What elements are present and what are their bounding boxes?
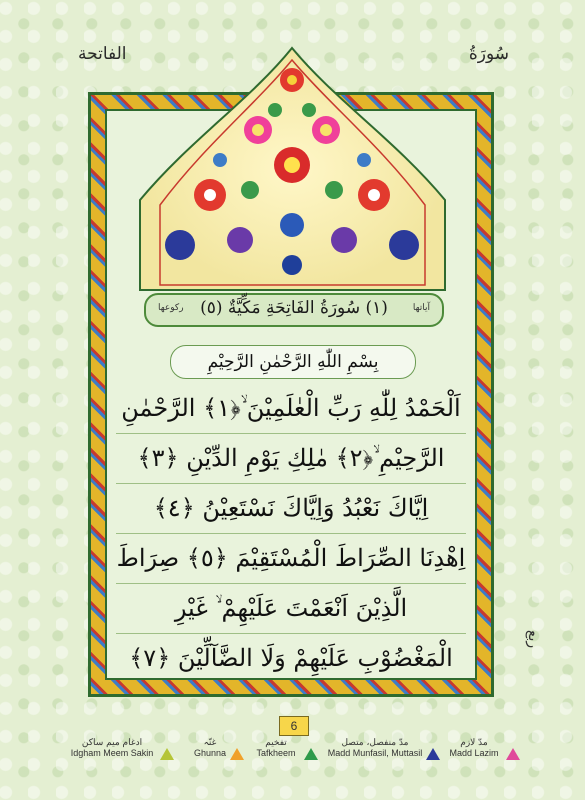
verse-line: الَّذِيْنَ اَنْعَمْتَ عَلَيْهِمْ ۙ غَيْرِ xyxy=(116,584,466,634)
legend-item xyxy=(62,738,162,758)
bismillah: بِسْمِ اللّٰهِ الرَّحْمٰنِ الرَّحِيْمِ xyxy=(170,345,416,379)
triangle-icon xyxy=(304,748,318,760)
verse-line: اِيَّاكَ نَعْبُدُ وَاِيَّاكَ نَسْتَعِيْنُ ﴿٤﴾ xyxy=(116,484,466,534)
legend-item xyxy=(444,738,504,758)
page-number: 6 xyxy=(279,716,309,736)
illumination-ornament xyxy=(0,0,585,300)
surah-title-band xyxy=(144,293,444,327)
verse-line: الرَّحِيْمِ ۙ﴿٢﴾ مٰلِكِ يَوْمِ الدِّيْنِ ﴿٣﴾ xyxy=(116,434,466,484)
legend-arabic: ادغام ميم ساكن xyxy=(81,738,143,748)
triangle-icon xyxy=(506,748,520,760)
ruku-count-label: ركوعها xyxy=(158,303,184,313)
legend-english: Tafkheem xyxy=(256,748,296,758)
triangle-icon xyxy=(160,748,174,760)
legend-english: Madd Munfasil, Muttasil xyxy=(327,748,423,758)
triangle-icon xyxy=(426,748,440,760)
verse-line: اَلْحَمْدُ لِلّٰهِ رَبِّ الْعٰلَمِيْنَ ۙ﴿١﴾ الرَّحْمٰنِ xyxy=(116,384,466,434)
quarter-marker: ربع xyxy=(525,630,541,649)
verse-line: اِهْدِنَا الصِّرَاطَ الْمُسْتَقِيْمَ ﴿٥﴾ صِرَاطَ xyxy=(116,534,466,584)
verse-list xyxy=(116,384,466,683)
surah-label-header: سُورَةُ xyxy=(468,44,509,64)
legend-arabic: تفخيم xyxy=(265,738,287,748)
legend-english: Ghunna xyxy=(193,748,227,758)
legend-arabic: غنّہ xyxy=(203,738,217,748)
legend-arabic: مدّ منفصل، متصل xyxy=(341,738,409,748)
legend-arabic: مدّ لازم xyxy=(460,738,488,748)
legend-item xyxy=(246,738,306,758)
legend-item xyxy=(320,738,430,758)
surah-title: (١) سُورَةُ الفَاتِحَةِ مَكِّيَّةٌ (٥) xyxy=(200,298,388,318)
ayah-count-label: آياتها xyxy=(412,303,430,313)
tajweed-legend xyxy=(0,738,585,778)
triangle-icon xyxy=(230,748,244,760)
legend-english: Madd Lazim xyxy=(449,748,499,758)
verse-line: الْمَغْضُوْبِ عَلَيْهِمْ وَلَا الضَّآلِّيْنَ ﴿٧﴾ xyxy=(129,644,453,672)
surah-name-header: الفاتحة xyxy=(78,44,127,64)
legend-english: Idgham Meem Sakin xyxy=(70,748,154,758)
legend-item xyxy=(185,738,235,758)
